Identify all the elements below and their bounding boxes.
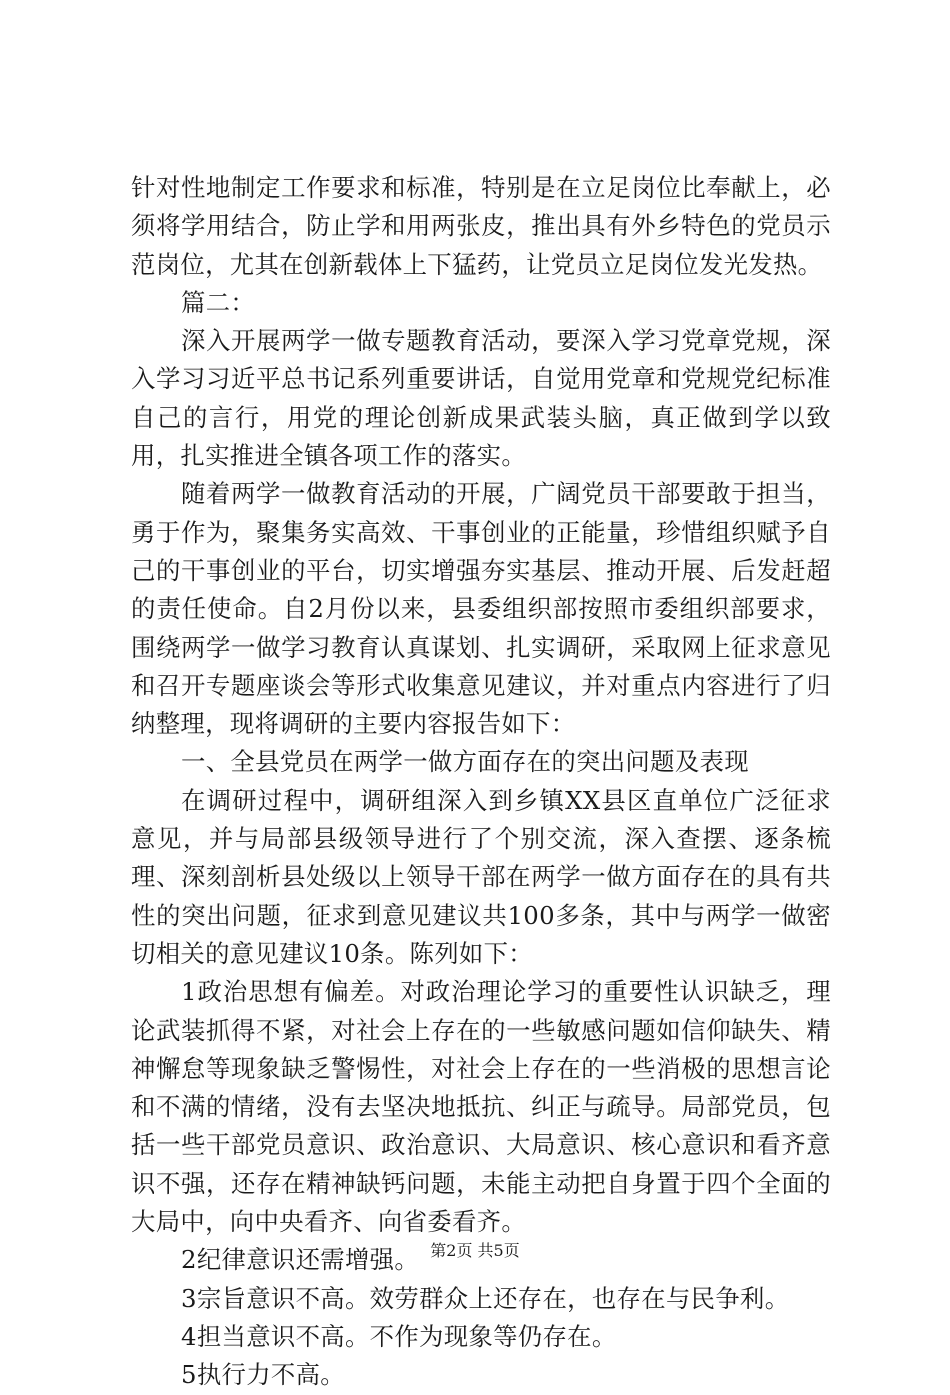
list-item-political-thought: 1政治思想有偏差。对政治理论学习的重要性认识缺乏，理论武装抓得不紧，对社会上存在的一些敏感问题如信仰缺失、精神懈怠等现象缺乏警惕性，对社会上存在的一些消极的思想言论和不满的情绪，没有去坚决地抵抗、纠正与疏导。局部党员，包括一些干部党员意识、政治意识、大局意识、核心意识和看齐意识不强，还存在精神缺钙问题，未能主动把自身置于四个全面的大局中，向中央看齐、向省委看齐。 (131, 977, 831, 1237)
list-item-responsibility: 4担当意识不高。不作为现象等仍存在。 (181, 1321, 617, 1351)
section-heading-problems: 一、全县党员在两学一做方面存在的突出问题及表现 (181, 747, 749, 777)
paragraph-continuation: 针对性地制定工作要求和标准，特别是在立足岗位比奉献上，必须将学用结合，防止学和用两张皮，推出具有外乡特色的党员示范岗位，尤其在创新载体上下猛药，让党员立足岗位发光发热。 (131, 173, 831, 279)
paragraph-background: 随着两学一做教育活动的开展，广阔党员干部要敢于担当，勇于作为，聚集务实高效、干事创业的正能量，珍惜组织赋予自己的干事创业的平台，切实增强夯实基层、推动开展、后发赶超的责任使命。自2月份以来，县委组织部按照市委组织部要求，围绕两学一做学习教育认真谋划、扎实调研，采取网上征求意见和召开专题座谈会等形式收集意见建议，并对重点内容进行了归纳整理，现将调研的主要内容报告如下： (131, 479, 831, 739)
page-number-footer: 第2页 共5页 (430, 1241, 520, 1260)
paragraph-research-process: 在调研过程中，调研组深入到乡镇XX县区直单位广泛征求意见，并与局部县级领导进行了个别交流，深入查摆、逐条梳理、深刻剖析县处级以上领导干部在两学一做方面存在的具有共性的突出问题，征求到意见建议共100多条，其中与两学一做密切相关的意见建议10条。陈列如下： (131, 785, 831, 968)
list-item-discipline: 2纪律意识还需增强。 (181, 1245, 420, 1275)
list-item-purpose: 3宗旨意识不高。效劳群众上还存在，也存在与民争利。 (181, 1283, 790, 1313)
paragraph-intro: 深入开展两学一做专题教育活动，要深入学习党章党规，深入学习习近平总书记系列重要讲话，自觉用党章和党规党纪标准自己的言行，用党的理论创新成果武装头脑，真正做到学以致用，扎实推进全镇各项工作的落实。 (131, 326, 831, 471)
section-heading-part-two: 篇二： (181, 287, 256, 317)
list-item-execution: 5执行力不高。 (181, 1360, 345, 1390)
document-body (131, 169, 831, 1395)
